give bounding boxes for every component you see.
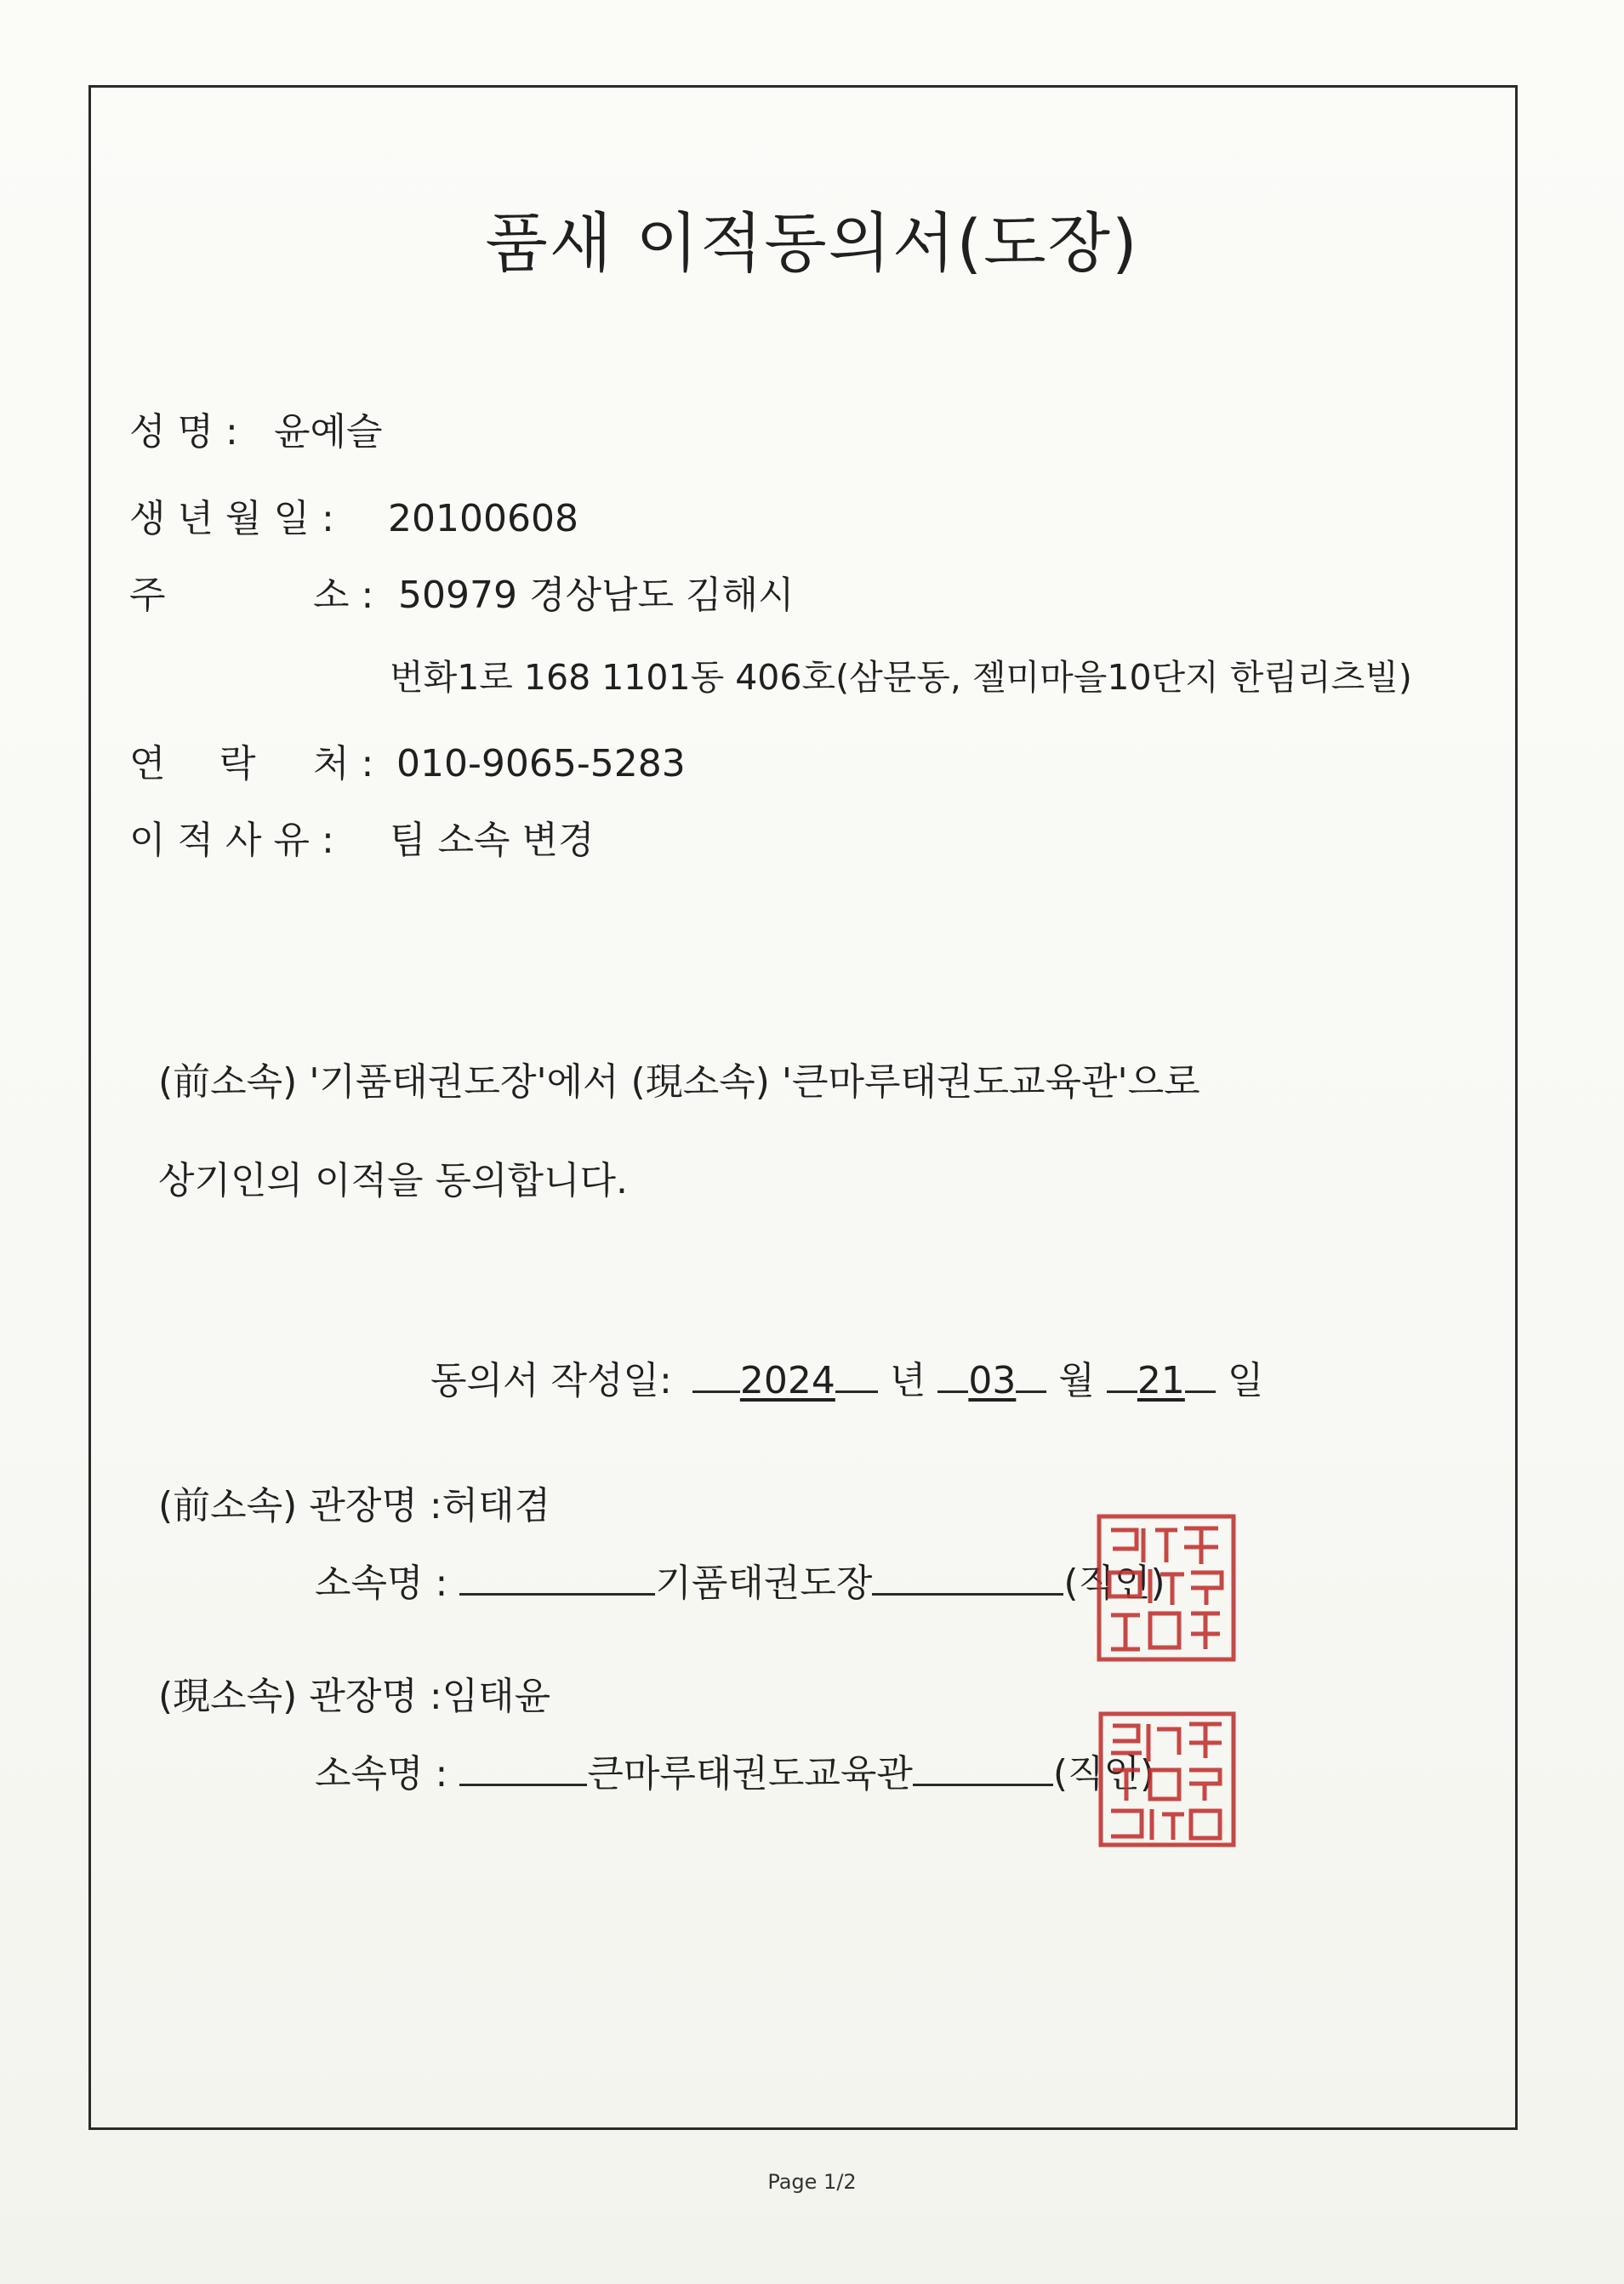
date-month-unit: 월 (1058, 1359, 1095, 1402)
contact-label-2: 락 (219, 742, 256, 785)
consent-line-2: 상기인의 이적을 동의합니다. (158, 1159, 629, 1202)
date-label: 동의서 작성일: (430, 1359, 672, 1402)
consent-line-1: (前소속) '기품태권도장'에서 (現소속) '큰마루태권도교육관'으로 (158, 1060, 1200, 1104)
previous-org-label: 소속명 : (315, 1562, 448, 1605)
current-director: (現소속) 관장명 :임태윤 (158, 1675, 551, 1718)
contact-label-3: 처 : (313, 742, 374, 785)
current-org (315, 1752, 1155, 1796)
page-footer: Page 1/2 (767, 2170, 857, 2194)
birth-label: 생 년 월 일 : (129, 497, 334, 540)
previous-org-name: 기품태권도장 (655, 1562, 873, 1605)
address-line-2: 번화1로 168 1101동 406호(삼문동, 젤미마을10단지 한림리츠빌) (390, 657, 1412, 698)
previous-seal-mark: (직인) (1063, 1562, 1165, 1605)
current-org-label: 소속명 : (315, 1752, 448, 1796)
date-year: 2024 (739, 1359, 835, 1402)
current-org-name: 큰마루태권도교육관 (587, 1752, 913, 1796)
date-month: 03 (968, 1359, 1017, 1402)
reason-label: 이 적 사 유 : (129, 819, 334, 862)
reason-value: 팀 소속 변경 (390, 819, 595, 862)
date-day: 21 (1137, 1359, 1185, 1402)
address-line-1: 50979 경상남도 김해시 (398, 574, 795, 617)
document-title: 품새 이적동의서(도장) (485, 205, 1139, 281)
date-year-unit: 년 (889, 1359, 926, 1402)
date-day-unit: 일 (1227, 1359, 1264, 1402)
previous-seal-stamp (1096, 1513, 1237, 1663)
current-seal-mark: (직인) (1052, 1752, 1155, 1796)
previous-org (315, 1562, 1165, 1605)
birth-value: 20100608 (388, 497, 578, 540)
name-value: 윤예슬 (274, 410, 383, 454)
document-border (88, 85, 1518, 2130)
address-label-end: 소 : (313, 574, 374, 617)
contact-label-1: 연 (129, 742, 166, 785)
consent-date (430, 1360, 1263, 1400)
address-label-start: 주 (129, 574, 166, 617)
name-label: 성 명 : (129, 410, 238, 454)
previous-director: (前소속) 관장명 :허태겸 (158, 1484, 551, 1527)
current-seal-stamp (1097, 1710, 1237, 1848)
contact-value: 010-9065-5283 (396, 742, 686, 785)
